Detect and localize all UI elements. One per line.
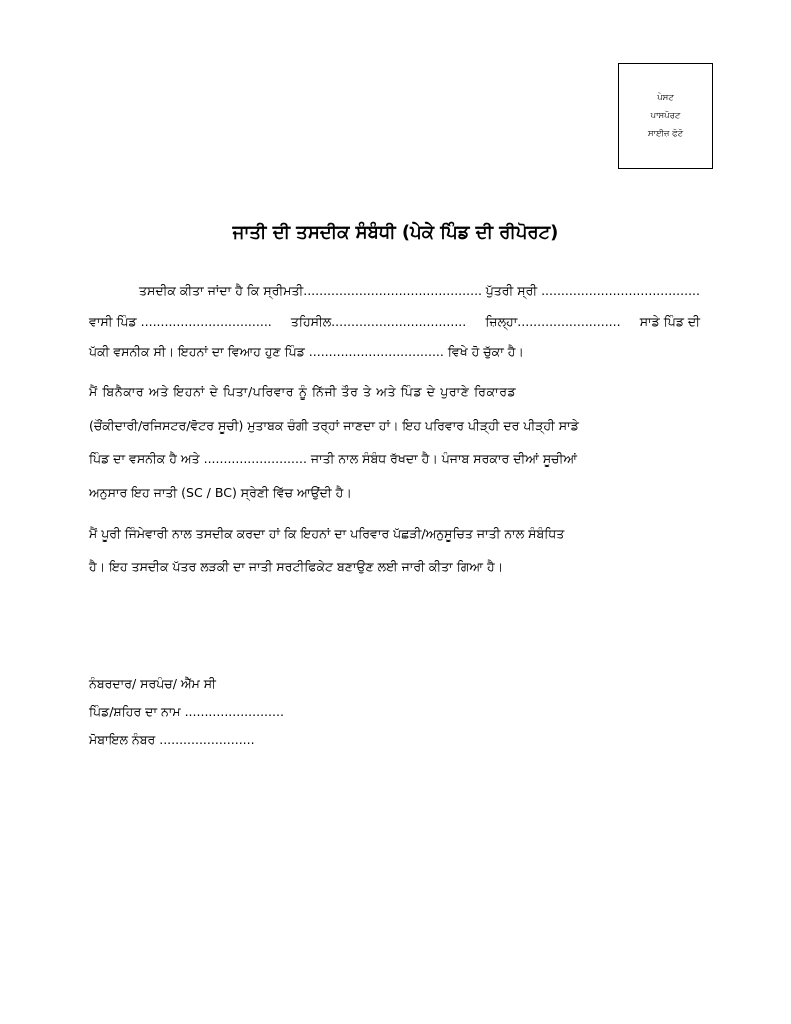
signature-mobile: ਮੋਬਾਇਲ ਨੰਬਰ ........................ [89,732,255,747]
para1-line-1-a: ਤਸਦੀਕ ਕੀਤਾ ਜਾਂਦਾ ਹੈ ਕਿ ਸ੍ਰੀਮਤੀ............................................. [139,283,483,298]
para3-line-1: ਮੈਂ ਪੂਰੀ ਜਿੰਮੇਵਾਰੀ ਨਾਲ ਤਸਦੀਕ ਕਰਦਾ ਹਾਂ ਕਿ ਇਹਨਾਂ ਦਾ ਪਰਿਵਾਰ ਪੱਛੜੀ/ਅਨੁਸੂਚਿਤ ਜਾਤੀ ਨਾਲ ਸੰਬੰਧਿਤ [89,526,565,541]
para2-line-2: (ਚੌਂਕੀਦਾਰੀ/ਰਜਿਸਟਰ/ਵੋਟਰ ਸੂਚੀ) ਮੁਤਾਬਕ ਚੰਗੀ ਤਰ੍ਹਾਂ ਜਾਣਦਾ ਹਾਂ। ਇਹ ਪਰਿਵਾਰ ਪੀੜ੍ਹੀ ਦਰ ਪੀੜ੍ਹੀ ਸਾਡੇ [89,418,579,433]
para3-line-2: ਹੈ। ਇਹ ਤਸਦੀਕ ਪੱਤਰ ਲੜਕੀ ਦਾ ਜਾਤੀ ਸਰਟੀਫਿਕੇਟ ਬਣਾਉਣ ਲਈ ਜਾਰੀ ਕੀਤਾ ਗਿਆ ਹੈ। [89,559,504,574]
para2-line-3: ਪਿੰਡ ਦਾ ਵਸਨੀਕ ਹੈ ਅਤੇ .......................... ਜਾਤੀ ਨਾਲ ਸੰਬੰਧ ਰੱਖਦਾ ਹੈ। ਪੰਜਾਬ ਸਰਕਾਰ ਦੀਆਂ ਸੂਚੀਆਂ [89,451,577,466]
para2-line-4: ਅਨੁਸਾਰ ਇਹ ਜਾਤੀ (SC / BC) ਸ੍ਰੇਣੀ ਵਿੱਚ ਆਉਂਦੀ ਹੈ। [89,485,352,500]
para1-line-2-c: ਜ਼ਿਲ੍ਹਾ.......................... [485,314,621,329]
document-title: ਜਾਤੀ ਦੀ ਤਸਦੀਕ ਸੰਬੰਧੀ (ਪੇਕੇ ਪਿੰਡ ਦੀ ਰੀਪੋਰਟ) [232,222,559,243]
para1-line-3: ਪੱਕੀ ਵਸਨੀਕ ਸੀ। ਇਹਨਾਂ ਦਾ ਵਿਆਹ ਹੁਣ ਪਿੰਡ .................................. ਵਿਖੇ ਹੋ ਚੁੱਕਾ ਹੈ। [89,344,524,359]
para1-line-2 [89,314,700,330]
para1-line-2-b: ਤਹਿਸੀਲ.................................. [290,314,467,329]
photo-box-line-3: ਸਾਈਜ਼ ਫੋਟੋ [647,129,684,139]
photo-box-line-2: ਪਾਸਪੋਰਟ [650,111,681,121]
para1-line-1 [89,283,700,299]
signature-village: ਪਿੰਡ/ਸ਼ਹਿਰ ਦਾ ਨਾਮ ......................... [89,704,284,719]
signature-role: ਨੰਬਰਦਾਰ/ ਸਰਪੰਚ/ ਐੱਮ ਸੀ [89,676,216,691]
para1-line-1-b: ਪੁੱਤਰੀ ਸ੍ਰੀ ........................................ [485,283,700,298]
para2-line-1: ਮੈਂ ਬਿਨੈਕਾਰ ਅਤੇ ਇਹਨਾਂ ਦੇ ਪਿਤਾ/ਪਰਿਵਾਰ ਨੂੰ ਨਿੱਜੀ ਤੌਰ ਤੇ ਅਤੇ ਪਿੰਡ ਦੇ ਪੁਰਾਣੇ ਰਿਕਾਰਡ [89,384,517,399]
para1-line-2-d: ਸਾਡੇ ਪਿੰਡ ਦੀ [639,314,700,329]
photo-box-line-1: ਪੇਸਟ [657,93,674,103]
photo-placeholder-box [618,63,713,169]
para1-line-2-a: ਵਾਸੀ ਪਿੰਡ ................................. [89,314,272,329]
